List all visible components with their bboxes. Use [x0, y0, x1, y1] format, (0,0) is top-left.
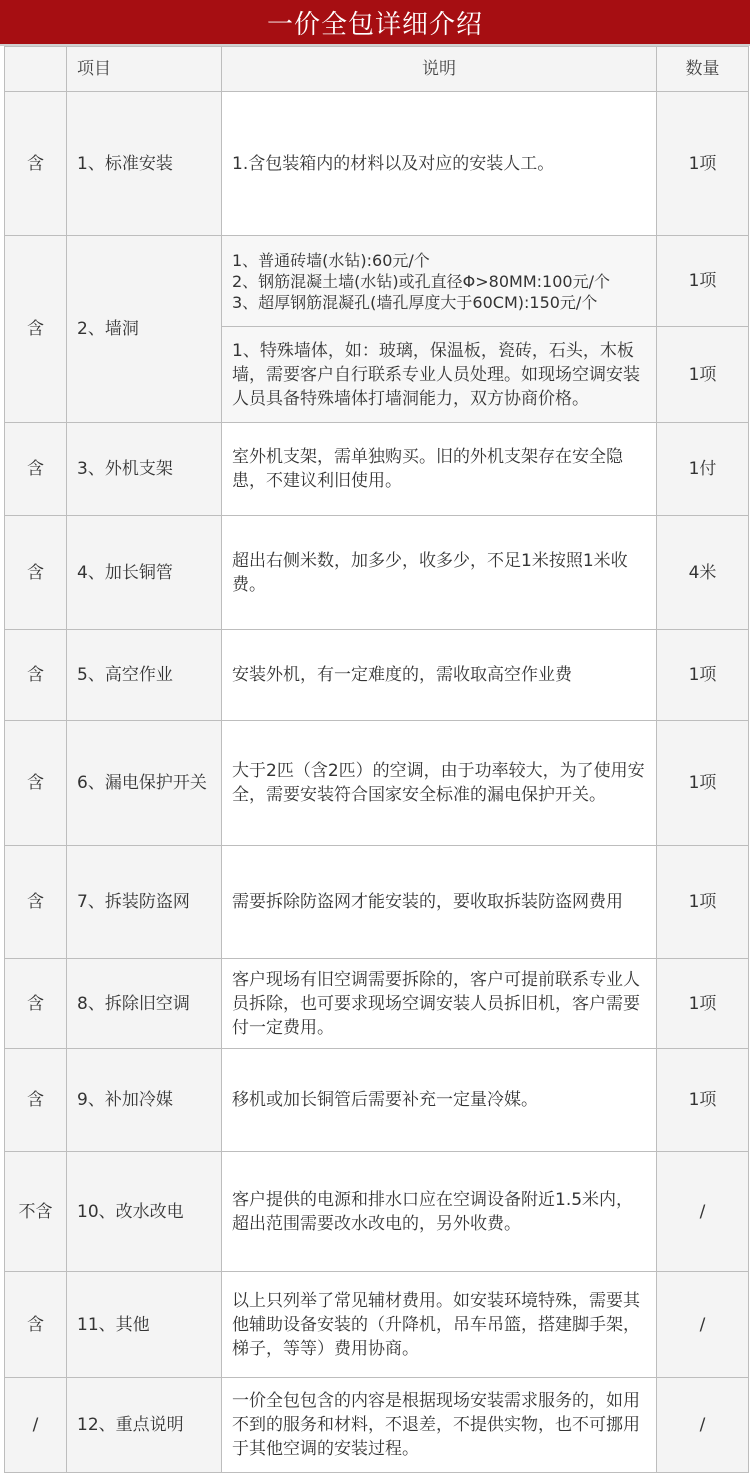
table-row	[5, 846, 749, 959]
item-cell: 6、漏电保护开关	[67, 721, 222, 846]
included-cell: /	[5, 1378, 67, 1473]
included-cell: 含	[5, 516, 67, 630]
item-cell: 12、重点说明	[67, 1378, 222, 1473]
included-cell: 含	[5, 92, 67, 236]
table-row	[5, 721, 749, 846]
table-row	[5, 423, 749, 516]
description-cell: 需要拆除防盗网才能安装的，要收取拆装防盗网费用	[222, 846, 657, 959]
table-row	[5, 516, 749, 630]
header-description: 说明	[222, 47, 657, 92]
item-cell: 1、标准安装	[67, 92, 222, 236]
description-cell: 移机或加长铜管后需要补充一定量冷媒。	[222, 1049, 657, 1152]
table-row	[5, 1152, 749, 1272]
included-cell: 含	[5, 1272, 67, 1378]
included-cell: 含	[5, 423, 67, 516]
description-cell: 超出右侧米数，加多少，收多少，不足1米按照1米收费。	[222, 516, 657, 630]
included-cell: 含	[5, 1049, 67, 1152]
included-cell: 含	[5, 630, 67, 721]
description-cell: 1、普通砖墙(水钻):60元/个 2、钢筋混凝土墙(水钻)或孔直径Φ>80MM:100元/个 3、超厚钢筋混凝孔(墙孔厚度大于60CM):150元/个	[222, 236, 657, 327]
quantity-cell: /	[657, 1152, 749, 1272]
included-cell: 含	[5, 846, 67, 959]
item-cell: 9、补加冷媒	[67, 1049, 222, 1152]
item-cell: 8、拆除旧空调	[67, 959, 222, 1049]
included-cell: 不含	[5, 1152, 67, 1272]
quantity-cell: 1付	[657, 423, 749, 516]
header-included	[5, 47, 67, 92]
quantity-cell: 1项	[657, 236, 749, 327]
quantity-cell: 1项	[657, 846, 749, 959]
description-cell: 以上只列举了常见辅材费用。如安装环境特殊，需要其他辅助设备安装的（升降机，吊车吊篮，搭建脚手架，梯子，等等）费用协商。	[222, 1272, 657, 1378]
quantity-cell: 1项	[657, 1049, 749, 1152]
table-row	[5, 630, 749, 721]
quantity-cell: 1项	[657, 630, 749, 721]
title-banner	[0, 0, 750, 46]
table-row	[5, 236, 749, 327]
item-cell: 7、拆装防盗网	[67, 846, 222, 959]
description-cell: 客户现场有旧空调需要拆除的，客户可提前联系专业人员拆除，也可要求现场空调安装人员拆旧机，客户需要付一定费用。	[222, 959, 657, 1049]
description-cell: 客户提供的电源和排水口应在空调设备附近1.5米内，超出范围需要改水改电的，另外收费。	[222, 1152, 657, 1272]
page-title: 一价全包详细介绍	[266, 9, 483, 40]
table-row	[5, 959, 749, 1049]
item-cell: 5、高空作业	[67, 630, 222, 721]
description-cell: 一价全包包含的内容是根据现场安装需求服务的，如用不到的服务和材料，不退差，不提供实物，也不可挪用于其他空调的安装过程。	[222, 1378, 657, 1473]
item-cell: 4、加长铜管	[67, 516, 222, 630]
description-cell: 1、特殊墙体，如：玻璃，保温板，瓷砖，石头，木板墙，需要客户自行联系专业人员处理。如现场空调安装人员具备特殊墙体打墙洞能力，双方协商价格。	[222, 327, 657, 423]
header-item: 项目	[67, 47, 222, 92]
table-row	[5, 1049, 749, 1152]
table-row	[5, 92, 749, 236]
included-cell: 含	[5, 959, 67, 1049]
header-quantity: 数量	[657, 47, 749, 92]
quantity-cell: 4米	[657, 516, 749, 630]
quantity-cell: /	[657, 1272, 749, 1378]
table-header-row	[5, 47, 749, 92]
item-cell: 11、其他	[67, 1272, 222, 1378]
quantity-cell: 1项	[657, 959, 749, 1049]
item-cell: 2、墙洞	[67, 236, 222, 423]
included-cell: 含	[5, 236, 67, 423]
item-cell: 10、改水改电	[67, 1152, 222, 1272]
description-cell: 室外机支架，需单独购买。旧的外机支架存在安全隐患，不建议利旧使用。	[222, 423, 657, 516]
service-table	[4, 46, 749, 1473]
quantity-cell: /	[657, 1378, 749, 1473]
table-row	[5, 1272, 749, 1378]
quantity-cell: 1项	[657, 721, 749, 846]
table-row	[5, 1378, 749, 1473]
item-cell: 3、外机支架	[67, 423, 222, 516]
description-cell: 1.含包装箱内的材料以及对应的安装人工。	[222, 92, 657, 236]
included-cell: 含	[5, 721, 67, 846]
description-cell: 安装外机，有一定难度的，需收取高空作业费	[222, 630, 657, 721]
quantity-cell: 1项	[657, 92, 749, 236]
quantity-cell: 1项	[657, 327, 749, 423]
description-cell: 大于2匹（含2匹）的空调，由于功率较大，为了使用安全，需要安装符合国家安全标准的漏电保护开关。	[222, 721, 657, 846]
